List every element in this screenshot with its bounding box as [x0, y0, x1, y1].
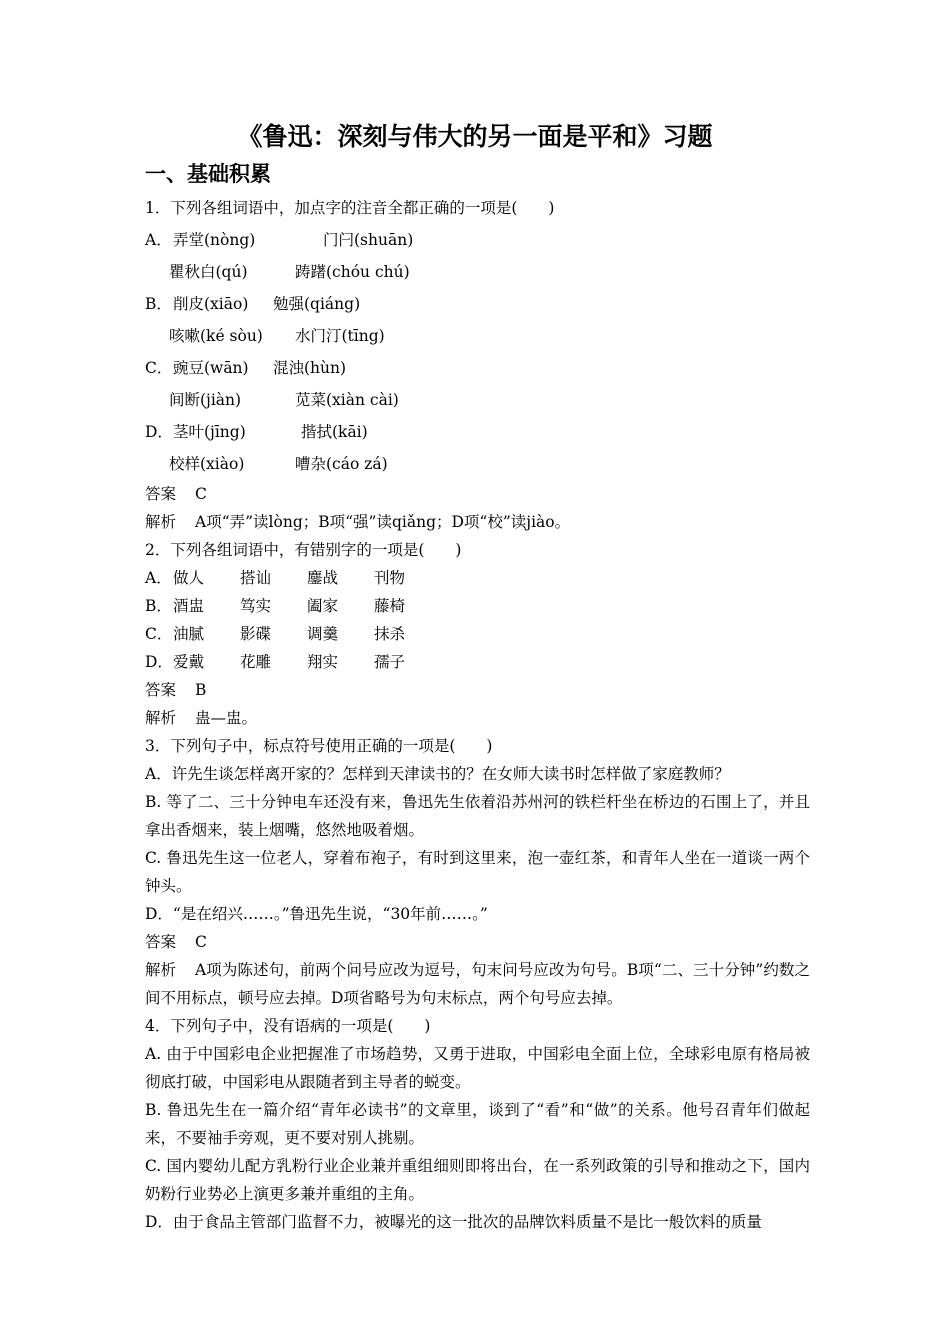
q1-stem: 1．下列各组词语中，加点字的注音全都正确的一项是( ) [145, 199, 555, 217]
q1-a-word-3: 瞿秋白(qú) [169, 263, 248, 281]
q1-option-c-cont [145, 384, 810, 416]
page-title: 《鲁迅：深刻与伟大的另一面是平和》习题 [237, 122, 713, 151]
q2-option-b: B．酒盅 笃实 阖家 藤椅 [145, 597, 406, 615]
q1-d-word-2: 揩拭(kāi) [301, 423, 368, 441]
q1-option-b-cont [145, 320, 810, 352]
q3-option-b: B. 等了二、三十分钟电车还没有来，鲁迅先生依着沿苏州河的铁栏杆坐在桥边的石围上了，并且拿出香烟来，装上烟嘴，悠然地吸着烟。 [145, 793, 810, 839]
q3-option-a: A．许先生谈怎样离开家的？怎样到天津读书的？在女师大读书时怎样做了家庭教师？ [145, 765, 730, 783]
q1-c-word-2: 混浊(hùn) [273, 359, 347, 377]
q1-b-word-3: 咳嗽(ké sòu) [169, 327, 263, 345]
q1-answer: 答案 C [145, 485, 207, 503]
q2-answer: 答案 B [145, 681, 207, 699]
q1-a-word-4: 踌躇(chóu chú) [295, 263, 410, 281]
question-content [145, 192, 810, 1236]
q1-option-d-cont [145, 448, 810, 480]
section-heading: 一、基础积累 [145, 161, 271, 186]
q3-analysis: 解析 A项为陈述句，前两个问号应改为逗号，句末问号应改为句号。B项“二、三十分钟”约数之间不用标点，顿号应去掉。D项省略号为句末标点，两个句号应去掉。 [145, 961, 810, 1007]
q2-stem: 2．下列各组词语中，有错别字的一项是( ) [145, 541, 462, 559]
q3-answer: 答案 C [145, 933, 207, 951]
q1-option-c: C． 豌豆(wān) 混浊(hùn) [145, 352, 810, 384]
q1-d-word-4: 嘈杂(cáo zá) [295, 455, 388, 473]
q4-option-c: C. 国内婴幼儿配方乳粉行业企业兼并重组细则即将出台，在一系列政策的引导和推动之下，国内奶粉行业势必上演更多兼并重组的主角。 [145, 1157, 810, 1203]
q2-option-c: C．油腻 影碟 调羹 抹杀 [145, 625, 406, 643]
q3-option-d: D．“是在绍兴……。”鲁迅先生说，“30年前……。” [145, 905, 488, 923]
q1-option-a-cont [145, 256, 810, 288]
q2-analysis: 解析 蛊—盅。 [145, 709, 258, 727]
q3-option-c: C. 鲁迅先生这一位老人，穿着布袍子，有时到这里来，泡一壶红茶，和青年人坐在一道谈一两个钟头。 [145, 849, 810, 895]
q1-a-word-1: 弄堂(nòng) [173, 231, 256, 249]
q2-option-a: A．做人 搭讪 鏖战 刊物 [145, 569, 406, 587]
q1-c-word-3: 间断(jiàn) [169, 391, 242, 409]
q1-b-word-1: 削皮(xiāo) [173, 295, 249, 313]
q1-b-word-4: 水门汀(tīng) [295, 327, 385, 345]
q4-option-d: D．由于食品主管部门监督不力，被曝光的这一批次的品牌饮料质量不是比一般饮料的质量 [145, 1213, 762, 1231]
q1-option-a: A． 弄堂(nòng) 门闩(shuān) [145, 224, 810, 256]
q1-d-word-3: 校样(xiào) [169, 455, 245, 473]
q1-b-word-2: 勉强(qiáng) [273, 295, 361, 313]
q1-d-word-1: 茎叶(jīng) [173, 423, 246, 441]
q4-option-a: A. 由于中国彩电企业把握准了市场趋势，又勇于进取，中国彩电全面上位，全球彩电原有格局被彻底打破，中国彩电从跟随者到主导者的蜕变。 [145, 1045, 810, 1091]
q1-option-d: D． 茎叶(jīng) 揩拭(kāi) [145, 416, 810, 448]
q1-analysis: 解析 A项“弄”读lòng；B项“强”读qiǎng；D项“校”读jiào。 [145, 513, 571, 531]
q4-stem: 4．下列句子中，没有语病的一项是( ) [145, 1017, 431, 1035]
q3-stem: 3．下列句子中，标点符号使用正确的一项是( ) [145, 737, 493, 755]
q1-c-word-1: 豌豆(wān) [173, 359, 249, 377]
q2-options [145, 564, 810, 676]
q1-a-word-2: 门闩(shuān) [323, 231, 414, 249]
q4-option-b: B. 鲁迅先生在一篇介绍“青年必读书”的文章里，谈到了“看”和“做”的关系。他号召青年们做起来，不要袖手旁观，更不要对别人挑剔。 [145, 1101, 810, 1147]
q2-option-d: D．爱戴 花雕 翔实 孺子 [145, 653, 406, 671]
q1-c-word-4: 苋菜(xiàn cài) [295, 391, 399, 409]
q1-option-b: B． 削皮(xiāo) 勉强(qiáng) [145, 288, 810, 320]
